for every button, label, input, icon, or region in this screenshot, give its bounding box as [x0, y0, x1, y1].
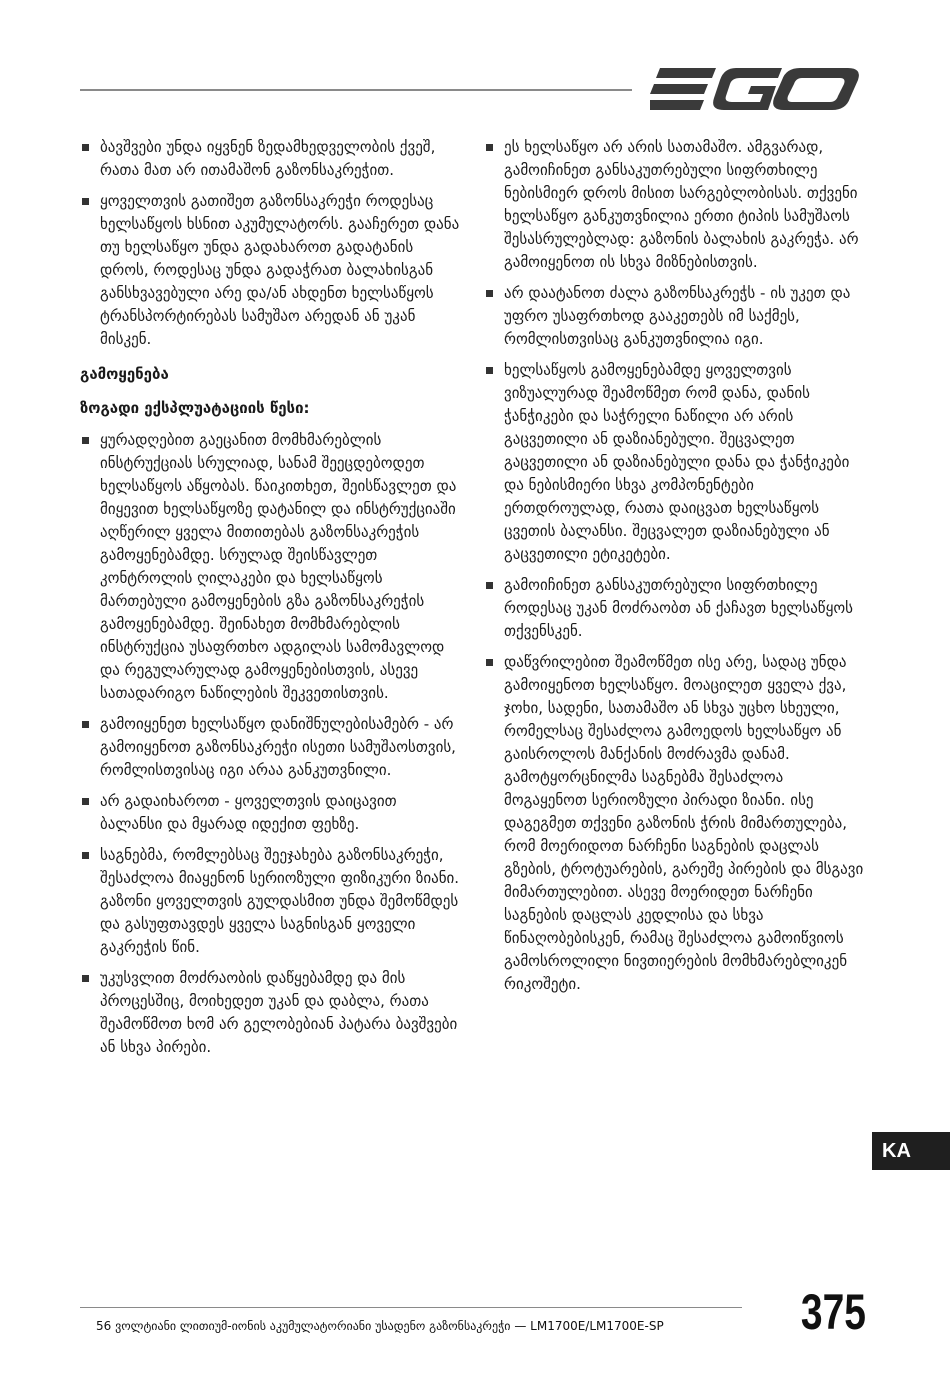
subsection-heading: ზოგადი ექსპლუატაციის წესი:: [80, 399, 310, 417]
list-item: გამოიყენეთ ხელსაწყო დანიშნულებისამებრ - არ გამოიყენოთ გაზონსაკრეჭი ისეთი სამუშაოსთვის, რომლისთვისაც იგი არაა განკუთვნილი.: [80, 713, 460, 782]
bullet-square-icon: [486, 367, 493, 374]
list-item: ყურადღებით გაეცანით მომხმარებლის ინსტრუქციას სრულიად, სანამ შეეცდებოდეთ ხელსაწყოს აწყობას. წაიკითხეთ, შეისწავლეთ და მიყევით ხელსაწყოზე დატანილ და ინსტრუქციაში აღწერილ ყველა მითითებას გაზონსაკრეჭის გამოყენებამდე. სრულად შეისწავლეთ კონტროლის ღილაკები და ხელსაწყოს მართებული გამოყენების გზა გაზონსაკრეჭის გამოყენებამდე. შეინახეთ მომხმარებლის ინსტრუქცია უსაფრთხო ადგილას სამომავლოდ და რეგულარულად გამოყენებისთვის, ასევე სათადარიგო ნაწილების შეკვეთისთვის.: [80, 429, 460, 705]
bullet-square-icon: [82, 975, 89, 982]
list-item: გამოიჩინეთ განსაკუთრებული სიფრთხილე როდესაც უკან მოძრაობთ ან ქაჩავთ ხელსაწყოს თქვენსკენ.: [484, 574, 870, 643]
left-column: [80, 136, 460, 1067]
intro-bullet-list: [80, 136, 460, 351]
page-number: 375: [800, 1284, 866, 1340]
section-heading: გამოყენება: [80, 365, 169, 383]
bullet-square-icon: [486, 659, 493, 666]
language-tab: KA: [872, 1132, 950, 1170]
list-item: საგნებმა, რომლებსაც შეეჯახება გაზონსაკრეჭი, შესაძლოა მიაყენონ სერიოზული ფიზიკური ზიანი. გაზონი ყოველთვის გულდასმით უნდა შემოწმდეს და გასუფთავდეს ყველა საგნისგან ყოველი გაკრეჭის წინ.: [80, 844, 460, 959]
list-item: დაწვრილებით შეამოწმეთ ისე არე, სადაც უნდა გამოიყენოთ ხელსაწყო. მოაცილეთ ყველა ქვა, ჯოხი, სადენი, სათამაშო ან სხვა უცხო სხეული, რომელსაც შესაძლოა გამოედოს ხელსაწყო ან გაისროლოს მანქანის მოძრავმა დანამ. გამოტყორცნილმა საგნებმა შესაძლოა მოგაყენოთ სერიოზული პირადი ზიანი. ისე დაგეგმეთ თქვენი გაზონის ჭრის მიმართულება, რომ მოერიდოთ ნარჩენი საგნების დაცლას გზების, ტროტუარების, გარეშე პირების და მსგავი მიმართულებით. ასევე მოერიდეთ ნარჩენი საგნების დაცლას კედლისა და სხვა წინაღობებისკენ, რამაც შესაძლოა გამოიწვიოს გამოსროლილი ნივთიერების მომხმარებლიკენ რიკოშეტი.: [484, 651, 870, 996]
bullet-square-icon: [82, 437, 89, 444]
right-bullet-list: [484, 136, 870, 996]
list-item: ბავშვები უნდა იყვნენ ზედამხედველობის ქვეშ, რათა მათ არ ითამაშონ გაზონსაკრეჭით.: [80, 136, 460, 182]
list-item: არ გადაიხაროთ - ყოველთვის დაიცავით ბალანსი და მყარად იდექით ფეხზე.: [80, 790, 460, 836]
list-item: ხელსაწყოს გამოყენებამდე ყოველთვის ვიზუალურად შეამოწმეთ რომ დანა, დანის ჭანჭიკები და საჭრელი ნაწილი არ არის გაცვეთილი ან დაზიანებული. შეცვალეთ გაცვეთილი ან დაზიანებული დანა და ჭანჭიკები და ნებისმიერი სხვა კომპონენტები ერთდროულად, რათა დაიცვათ ხელსაწყოს ცვეთის ბალანსი. შეცვალეთ დაზიანებული ან გაცვეთილი ეტიკეტები.: [484, 359, 870, 566]
header-rule: [80, 89, 632, 91]
list-item: არ დაატანოთ ძალა გაზონსაკრეჭს - ის უკეთ და უფრო უსაფრთხოდ გააკეთებს იმ საქმეს, რომლისთვისაც განკუთვნილია იგი.: [484, 282, 870, 351]
bullet-square-icon: [82, 144, 89, 151]
right-column: [484, 136, 870, 1004]
bullet-square-icon: [82, 798, 89, 805]
ego-logo: [650, 64, 862, 114]
bullet-square-icon: [82, 852, 89, 859]
footer-product-title: 56 ვოლტიანი ლითიუმ-იონის აკუმულატორიანი უსადენო გაზონსაკრეჭი — LM1700E/LM1700E-SP: [96, 1319, 664, 1333]
list-item: ყოველთვის გათიშეთ გაზონსაკრეჭი როდესაც ხელსაწყოს ხსნით აკუმულატორს. გააჩერეთ დანა თუ ხელსაწყო უნდა გადახაროთ გადატანის დროს, როდესაც უნდა გადაჭრათ ბალახისგან განსხვავებული არე და/ან ახდენთ ხელსაწყოს ტრანსპორტირებას სამუშაო არედან ან უკან მისკენ.: [80, 190, 460, 351]
list-item: უკუსვლით მოძრაობის დაწყებამდე და მის პროცესშიც, მოიხედეთ უკან და დაბლა, რათა შეამოწმოთ ხომ არ გელობებიან პატარა ბავშვები ან სხვა პირები.: [80, 967, 460, 1059]
rule-bullet-list: [80, 429, 460, 1059]
bullet-square-icon: [82, 198, 89, 205]
bullet-square-icon: [486, 582, 493, 589]
bullet-square-icon: [486, 144, 493, 151]
footer-rule: [80, 1307, 742, 1308]
bullet-square-icon: [486, 290, 493, 297]
list-item: ეს ხელსაწყო არ არის სათამაშო. ამგვარად, გამოიჩინეთ განსაკუთრებული სიფრთხილე ნებისმიერ დროს მისით სარგებლობისას. თქვენი ხელსაწყო განკუთვნილია ერთი ტიპის სამუშაოს შესასრულებლად: გაზონის ბალახის გაკრეჭა. არ გამოიყენოთ ის სხვა მიზნებისთვის.: [484, 136, 870, 274]
bullet-square-icon: [82, 721, 89, 728]
